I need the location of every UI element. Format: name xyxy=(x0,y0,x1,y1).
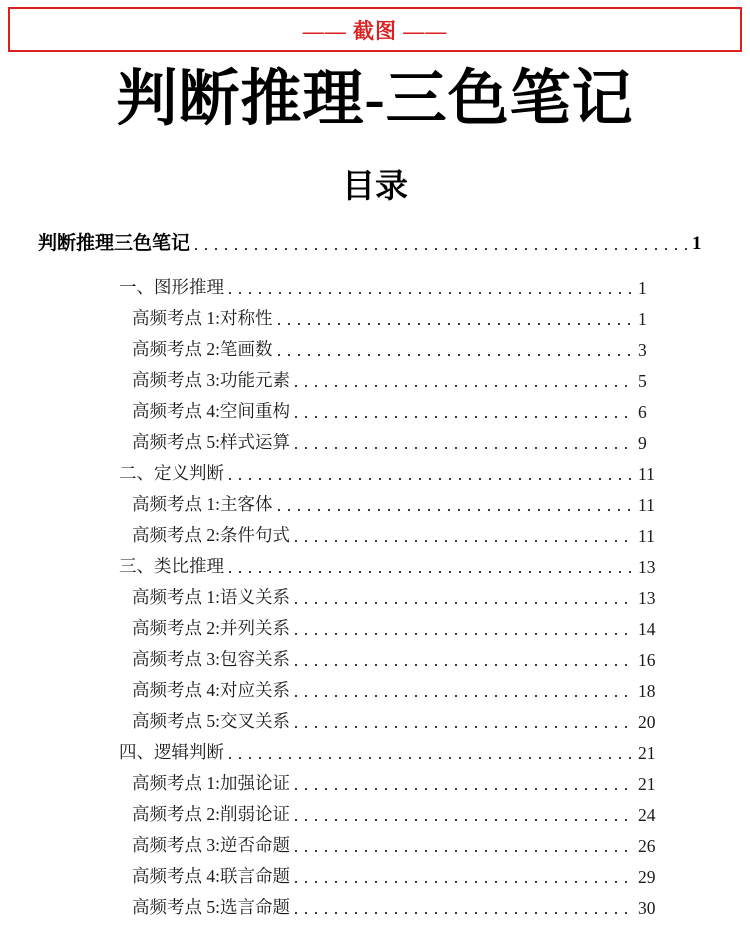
toc-entry-label: 高频考点 5:选言命题 xyxy=(132,897,290,918)
dot-leader xyxy=(295,726,634,728)
toc-entry-row xyxy=(38,888,664,919)
dot-leader xyxy=(295,416,634,418)
toc-entry-label: 高频考点 2:并列关系 xyxy=(132,618,290,639)
toc-entry-label: 四、逻辑判断 xyxy=(119,742,224,763)
dot-leader xyxy=(278,323,635,325)
screenshot-banner-label: —— 截图 —— xyxy=(302,18,448,43)
toc-entry-row xyxy=(38,547,664,578)
toc-root-label: 判断推理三色笔记 xyxy=(38,233,191,255)
toc-entry-page: 1 xyxy=(638,309,647,330)
toc-entry-label: 高频考点 1:加强论证 xyxy=(132,773,290,794)
dot-leader xyxy=(195,248,688,250)
dot-leader xyxy=(295,788,634,790)
toc-entry-label: 二、定义判断 xyxy=(119,463,224,484)
dot-leader xyxy=(295,633,634,635)
toc-entry-row xyxy=(38,609,664,640)
toc-root-page: 1 xyxy=(692,233,702,255)
toc-entry-label: 高频考点 1:主客体 xyxy=(132,494,273,515)
toc-entry-row xyxy=(38,640,664,671)
dot-leader xyxy=(229,571,634,573)
toc-entry-page: 13 xyxy=(638,557,656,578)
toc-entry-page: 11 xyxy=(638,526,655,547)
toc-entry-row xyxy=(38,671,664,702)
toc-heading: 目录 xyxy=(342,167,408,205)
toc-entry-row xyxy=(38,330,664,361)
toc-root-row xyxy=(38,227,718,255)
toc-entry-page: 24 xyxy=(638,805,656,826)
toc-entry-page: 20 xyxy=(638,712,656,733)
toc-entry-row xyxy=(38,702,664,733)
toc-entry-page: 18 xyxy=(638,681,656,702)
dot-leader xyxy=(295,447,634,449)
toc-entry-row xyxy=(38,578,664,609)
toc-entry-page: 21 xyxy=(638,743,656,764)
dot-leader xyxy=(229,292,634,294)
toc-entry-label: 高频考点 1:语义关系 xyxy=(132,587,290,608)
toc-entry-row xyxy=(38,764,664,795)
toc-entry-row xyxy=(38,268,664,299)
toc-entry-row xyxy=(38,826,664,857)
toc-entry-label: 高频考点 2:削弱论证 xyxy=(132,804,290,825)
toc-entry-row xyxy=(38,857,664,888)
toc-entry-row xyxy=(38,795,664,826)
toc-entry-page: 21 xyxy=(638,774,656,795)
toc-entry-label: 三、类比推理 xyxy=(119,556,224,577)
screenshot-banner-box xyxy=(8,7,742,52)
dot-leader xyxy=(295,602,634,604)
toc-entries xyxy=(38,268,664,919)
dot-leader xyxy=(229,478,634,480)
toc-entry-row xyxy=(38,392,664,423)
dot-leader xyxy=(278,354,635,356)
toc-entry-row xyxy=(38,299,664,330)
dot-leader xyxy=(229,757,634,759)
toc-entry-page: 9 xyxy=(638,433,647,454)
toc-entry-row xyxy=(38,423,664,454)
dot-leader xyxy=(295,881,634,883)
toc-entry-label: 高频考点 1:对称性 xyxy=(132,308,273,329)
toc-entry-label: 高频考点 5:样式运算 xyxy=(132,432,290,453)
dot-leader xyxy=(295,819,634,821)
dot-leader xyxy=(295,540,634,542)
toc-entry-page: 13 xyxy=(638,588,656,609)
dot-leader xyxy=(278,509,635,511)
toc-entry-label: 高频考点 4:对应关系 xyxy=(132,680,290,701)
toc-entry-label: 高频考点 2:笔画数 xyxy=(132,339,273,360)
toc-entry-row xyxy=(38,733,664,764)
toc-entry-row xyxy=(38,485,664,516)
toc-entry-page: 16 xyxy=(638,650,656,671)
toc-entry-row xyxy=(38,361,664,392)
toc-entry-page: 14 xyxy=(638,619,656,640)
toc-entry-page: 6 xyxy=(638,402,647,423)
dot-leader xyxy=(295,850,634,852)
toc-entry-label: 高频考点 3:功能元素 xyxy=(132,370,290,391)
toc-entry-label: 高频考点 2:条件句式 xyxy=(132,525,290,546)
dot-leader xyxy=(295,385,634,387)
toc-entry-page: 1 xyxy=(638,278,647,299)
toc-entry-page: 29 xyxy=(638,867,656,888)
toc-entry-row xyxy=(38,516,664,547)
toc-entry-page: 5 xyxy=(638,371,647,392)
toc-entry-label: 高频考点 3:逆否命题 xyxy=(132,835,290,856)
toc-entry-page: 3 xyxy=(638,340,647,361)
toc-entry-row xyxy=(38,454,664,485)
toc-entry-page: 11 xyxy=(638,464,655,485)
dot-leader xyxy=(295,664,634,666)
toc-entry-page: 26 xyxy=(638,836,656,857)
dot-leader xyxy=(295,695,634,697)
toc-entry-label: 高频考点 4:空间重构 xyxy=(132,401,290,422)
page-title: 判断推理-三色笔记 xyxy=(116,66,634,133)
dot-leader xyxy=(295,912,634,914)
toc-entry-page: 30 xyxy=(638,898,656,919)
toc-entry-label: 高频考点 3:包容关系 xyxy=(132,649,290,670)
toc-entry-label: 一、图形推理 xyxy=(119,277,224,298)
toc-entry-label: 高频考点 4:联言命题 xyxy=(132,866,290,887)
table-of-contents xyxy=(38,227,718,919)
toc-entry-page: 11 xyxy=(638,495,655,516)
toc-entry-label: 高频考点 5:交叉关系 xyxy=(132,711,290,732)
